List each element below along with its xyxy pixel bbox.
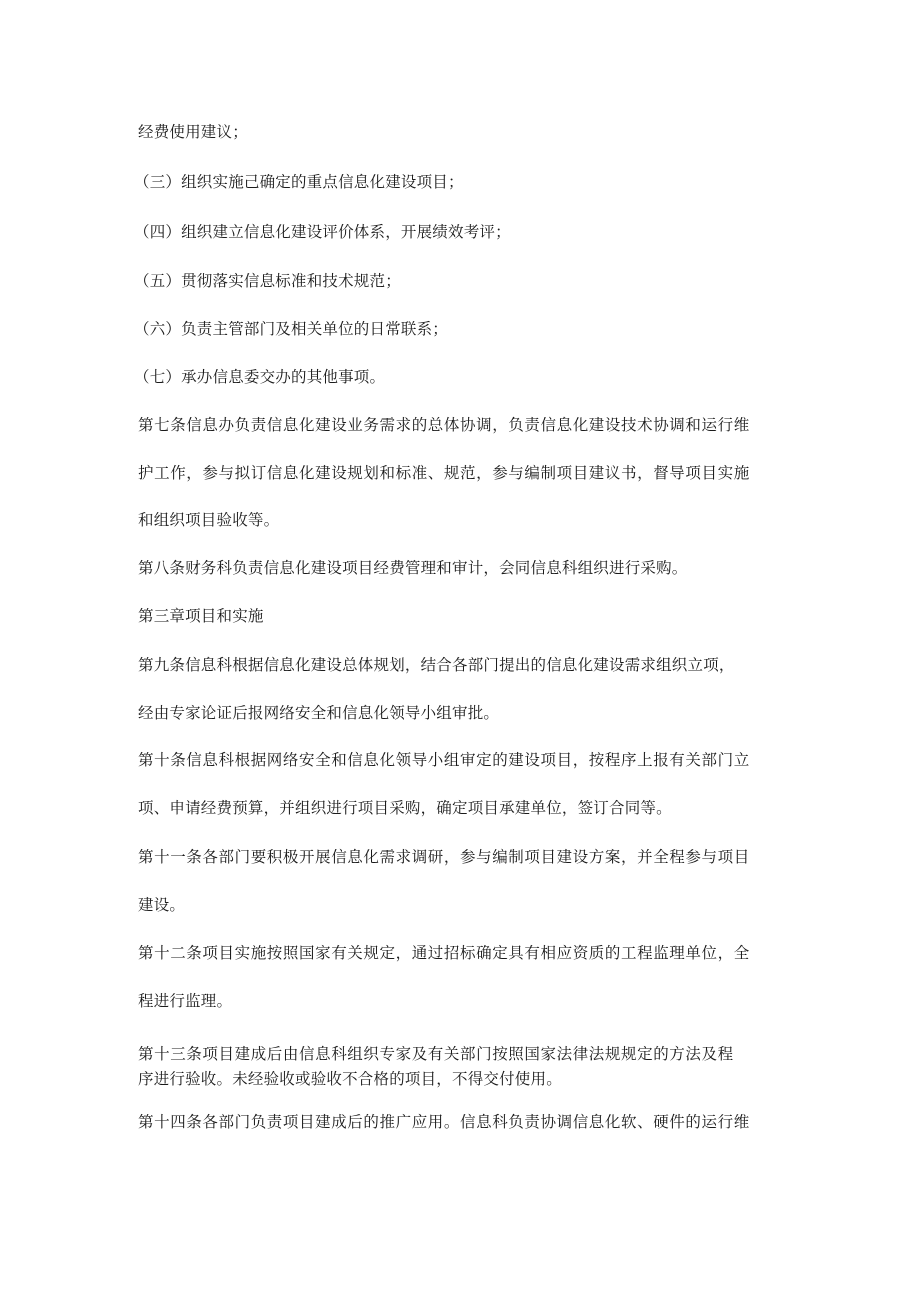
list-item-5: （五）贯彻落实信息标准和技术规范； [134, 272, 401, 290]
article-11-line-1: 第十一条各部门要积极开展信息化需求调研，参与编制项目建设方案，并全程参与项目 [138, 848, 750, 866]
article-8: 第八条财务科负责信息化建设项目经费管理和审计，会同信息科组织进行采购。 [138, 559, 688, 577]
article-7-line-2: 护工作，参与拟订信息化建设规划和标准、规范，参与编制项目建议书，督导项目实施 [138, 464, 750, 482]
article-10-line-2: 项、申请经费预算，并组织进行项目采购，确定项目承建单位，签订合同等。 [138, 799, 672, 817]
article-12-line-2: 程进行监理。 [138, 992, 233, 1010]
list-item-7: （七）承办信息委交办的其他事项。 [134, 368, 386, 386]
list-item-3: （三）组织实施己确定的重点信息化建设项目； [134, 173, 464, 191]
article-10-line-1: 第十条信息科根据网络安全和信息化领导小组审定的建设项目，按程序上报有关部门立 [138, 751, 750, 769]
article-13-line-2: 序进行验收。未经验收或验收不合格的项目，不得交付使用。 [138, 1070, 562, 1088]
article-9-line-2: 经由专家论证后报网络安全和信息化领导小组审批。 [138, 704, 500, 722]
chapter-3-heading: 第三章项目和实施 [138, 607, 264, 625]
text-line: 经费使用建议； [138, 123, 248, 141]
article-11-line-2: 建设。 [138, 896, 186, 914]
article-12-line-1: 第十二条项目实施按照国家有关规定，通过招标确定具有相应资质的工程监理单位，全 [138, 944, 750, 962]
article-7-line-1: 第七条信息办负责信息化建设业务需求的总体协调，负责信息化建设技术协调和运行维 [138, 416, 750, 434]
list-item-6: （六）负责主管部门及相关单位的日常联系； [134, 320, 449, 338]
list-item-4: （四）组织建立信息化建设评价体系，开展绩效考评； [134, 223, 511, 241]
article-9-line-1: 第九条信息科根据信息化建设总体规划，结合各部门提出的信息化建设需求组织立项， [138, 656, 735, 674]
article-7-line-3: 和组织项目验收等。 [138, 511, 280, 529]
article-13-line-1: 第十三条项目建成后由信息科组织专家及有关部门按照国家法律法规规定的方法及程 [138, 1045, 734, 1063]
article-14-line-1: 第十四条各部门负责项目建成后的推广应用。信息科负责协调信息化软、硬件的运行维 [138, 1113, 750, 1131]
